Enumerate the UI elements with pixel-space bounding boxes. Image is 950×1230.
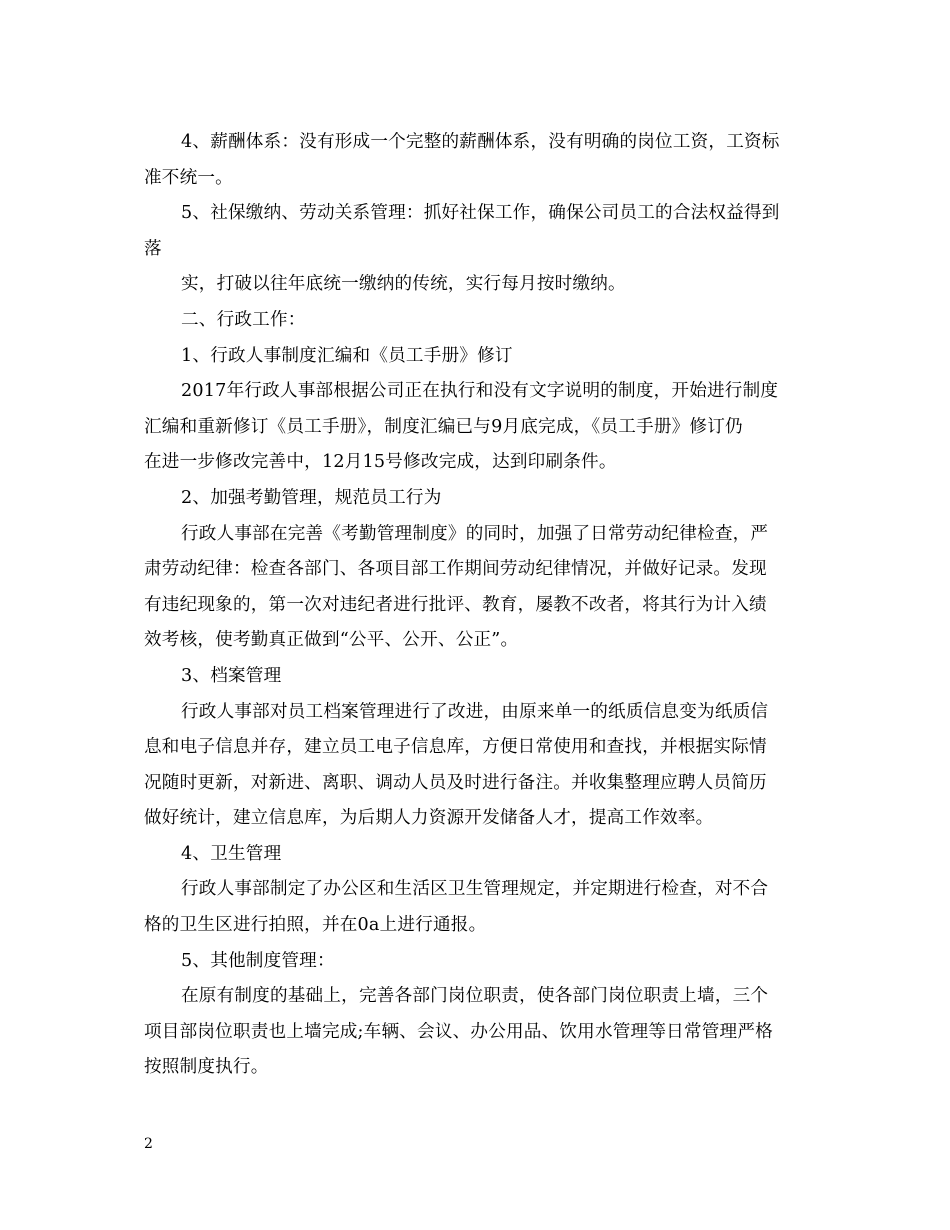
text-line: 行政人事部对员工档案管理进行了改进，由原来单一的纸质信息变为纸质信 bbox=[181, 701, 769, 722]
text-line: 在原有制度的基础上，完善各部门岗位职责，使各部门岗位职责上墙，三个 bbox=[181, 986, 769, 1007]
text-line: 准不统一。 bbox=[144, 167, 233, 188]
text-line: 在进一步修改完善中，12月15号修改完成，达到印刷条件。 bbox=[144, 452, 617, 473]
text-line: 落 bbox=[144, 238, 162, 259]
text-line: 息和电子信息并存，建立员工电子信息库，方便日常使用和查找，并根据实际情 bbox=[144, 737, 767, 758]
text-line: 做好统计，建立信息库，为后期人力资源开发储备人才，提高工作效率。 bbox=[144, 808, 714, 829]
subsection-heading: 1、行政人事制度汇编和《员工手册》修订 bbox=[181, 345, 513, 366]
subsection-heading: 3、档案管理 bbox=[181, 665, 282, 686]
subsection-heading: 5、其他制度管理： bbox=[181, 950, 335, 971]
text-line: 汇编和重新修订《员工手册》，制度汇编已与9月底完成，《员工手册》修订仍 bbox=[144, 416, 743, 437]
subsection-heading: 4、卫生管理 bbox=[181, 843, 282, 864]
text-line: 效考核，使考勤真正做到“公平、公开、公正”。 bbox=[144, 630, 519, 651]
text-line: 况随时更新，对新进、离职、调动人员及时进行备注。并收集整理应聘人员简历 bbox=[144, 772, 767, 793]
text-line: 行政人事部在完善《考勤管理制度》的同时，加强了日常劳动纪律检查，严 bbox=[181, 523, 769, 544]
text-line: 肃劳动纪律：检查各部门、各项目部工作期间劳动纪律情况，并做好记录。发现 bbox=[144, 559, 767, 580]
document-body bbox=[144, 125, 806, 1086]
subsection-heading: 2、加强考勤管理，规范员工行为 bbox=[181, 487, 442, 508]
page-number: 2 bbox=[144, 1136, 153, 1152]
text-line: 格的卫生区进行拍照，并在0a上进行通报。 bbox=[144, 915, 487, 936]
text-line: 项目部岗位职责也上墙完成;车辆、会议、办公用品、饮用水管理等日常管理严格 bbox=[144, 1021, 773, 1042]
text-line: 行政人事部制定了办公区和生活区卫生管理规定，并定期进行检查，对不合 bbox=[181, 879, 769, 900]
section-heading: 二、行政工作： bbox=[181, 309, 306, 330]
text-line: 4、薪酬体系：没有形成一个完整的薪酬体系，没有明确的岗位工资，工资标 bbox=[181, 132, 780, 152]
text-line: 实，打破以往年底统一缴纳的传统，实行每月按时缴纳。 bbox=[181, 274, 626, 295]
text-line: 有违纪现象的，第一次对违纪者进行批评、教育，屡教不改者，将其行为计入绩 bbox=[144, 594, 767, 615]
text-line: 5、社保缴纳、劳动关系管理：抓好社保工作，确保公司员工的合法权益得到 bbox=[181, 203, 780, 224]
text-line: 按照制度执行。 bbox=[144, 1057, 269, 1078]
text-line: 2017年行政人事部根据公司正在执行和没有文字说明的制度，开始进行制度 bbox=[181, 381, 779, 402]
